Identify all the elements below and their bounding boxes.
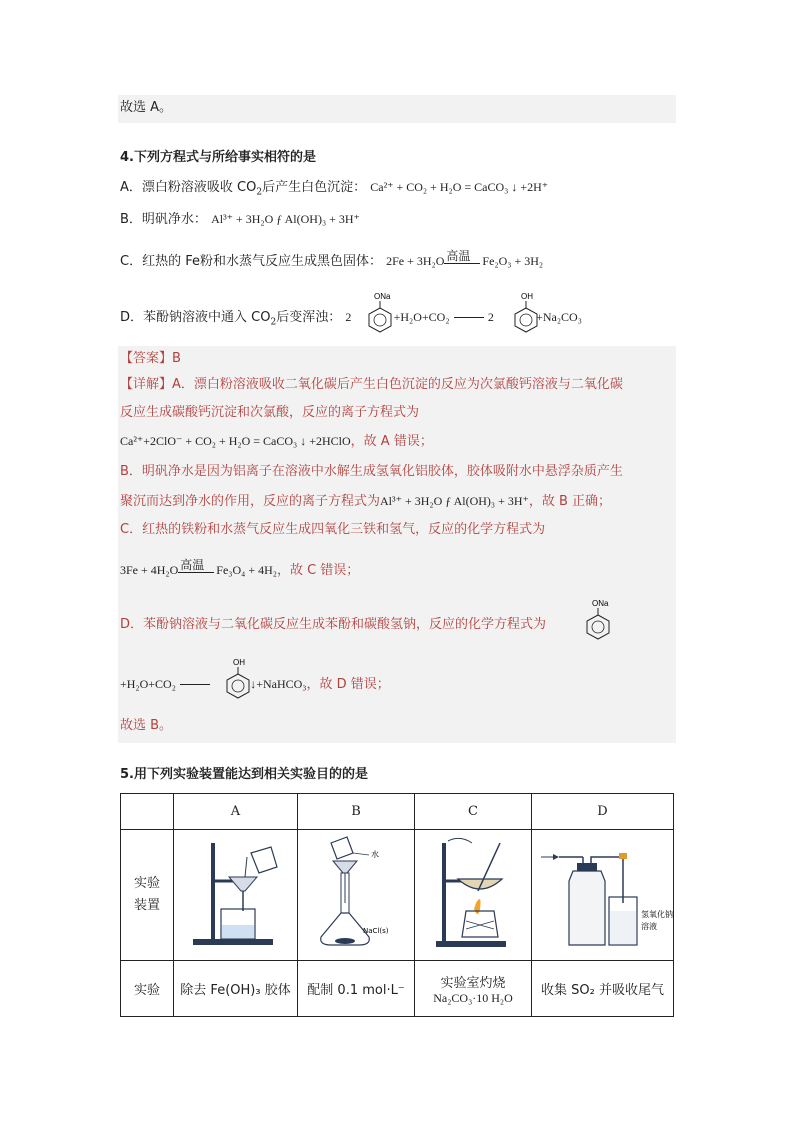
- svg-text:溶液: 溶液: [640, 922, 657, 931]
- volumetric-flask-icon: [301, 833, 411, 953]
- answer-detail-a2: 反应生成碳酸钙沉淀和次氯酸，反应的离子方程式为: [120, 405, 420, 420]
- answer-detail-d1: D．苯酚钠溶液与二氧化碳反应生成苯酚和碳酸氢钠，反应的化学方程式为: [120, 617, 547, 632]
- header-a: A: [174, 794, 298, 830]
- sodium-phenoxide-structure: [578, 597, 618, 643]
- header-c: C: [415, 794, 532, 830]
- q4-option-d: D．苯酚钠溶液中通入 $CO_2$后变浑浊： 2 +H₂O+CO₂ 2 +Na₂CO₃: [120, 310, 582, 328]
- svg-text:水: 水: [371, 850, 379, 859]
- phenol-structure: [218, 656, 258, 702]
- svg-text:氢氧化钠: 氢氧化钠: [640, 910, 673, 919]
- table-corner: [121, 794, 174, 830]
- high-temp-condition: 高温: [444, 253, 482, 271]
- apparatus-d: [532, 830, 674, 961]
- apparatus-b: [298, 830, 415, 961]
- experiment-table: [120, 793, 674, 1017]
- q4-option-c: C．红热的 Fe粉和水蒸气反应生成黑色固体： 2Fe + 3H₂O 高温 Fe₂O₃ + 3H₂: [120, 248, 544, 269]
- apparatus-a: [174, 830, 298, 961]
- reaction-arrow: [180, 684, 210, 685]
- prev-conclusion: 故选 A。: [120, 100, 173, 115]
- high-temp-condition: 高温: [178, 562, 216, 580]
- phenol-structure: [506, 290, 546, 336]
- header-b: B: [298, 794, 415, 830]
- q4-option-a: A．漂白粉溶液吸收 $CO_2$后产生白色沉淀： Ca²⁺ + CO₂ + H₂O = CaCO₃ ↓ +2H⁺: [120, 180, 549, 198]
- answer-detail-d2: +H₂O+CO₂ ↓+NaHCO₃，故 D 错误；: [120, 677, 390, 692]
- answer-detail-c2: 3Fe + 4H₂O 高温 Fe₃O₄ + 4H₂，故 C 错误；: [120, 557, 360, 578]
- answer-detail-c1: C．红热的铁粉和水蒸气反应生成四氧化三铁和氢气，反应的化学方程式为: [120, 522, 546, 537]
- header-d: D: [532, 794, 674, 830]
- sodium-phenoxide-structure: [360, 290, 400, 336]
- q5-title: 5.用下列实验装置能达到相关实验目的的是: [120, 767, 368, 782]
- prev-answer-block: [118, 95, 676, 123]
- apparatus-c: [415, 830, 532, 961]
- evaporating-dish-burner-icon: [418, 833, 528, 953]
- answer-conclusion: 故选 B。: [120, 718, 173, 733]
- goal-a: 除去 Fe(OH)₃ 胶体: [174, 961, 298, 1017]
- svg-text:ONa: ONa: [374, 292, 391, 301]
- svg-text:NaCl(s): NaCl(s): [363, 927, 389, 935]
- svg-text:ONa: ONa: [592, 599, 609, 608]
- gas-bottles-icon: [533, 833, 673, 953]
- goal-b: 配制 0.1 mol·L⁻: [298, 961, 415, 1017]
- svg-text:OH: OH: [521, 292, 533, 301]
- goal-d: 收集 SO₂ 并吸收尾气: [532, 961, 674, 1017]
- row-label-goal: 实验: [121, 961, 174, 1017]
- filtration-apparatus-icon: [181, 833, 291, 953]
- q4-option-b: B．明矾净水： Al³⁺ + 3H₂O ƒ Al(OH)₃ + 3H⁺: [120, 212, 360, 227]
- answer-detail-a1: 【详解】A．漂白粉溶液吸收二氧化碳后产生白色沉淀的反应为次氯酸钙溶液与二氧化碳: [120, 377, 623, 392]
- answer-detail-b1: B．明矾净水是因为铝离子在溶液中水解生成氢氧化铝胶体，胶体吸附水中悬浮杂质产生: [120, 464, 623, 479]
- answer-detail-a3: Ca²⁺+2ClO⁻ + CO₂ + H₂O = CaCO₃ ↓ +2HClO，故 A 错误；: [120, 434, 433, 449]
- answer-detail-b2: 聚沉而达到净水的作用，反应的离子方程式为Al³⁺ + 3H₂O ƒ Al(OH)₃ + 3H⁺，故 B 正确；: [120, 494, 612, 509]
- q4-title: 4.下列方程式与所给事实相符的是: [120, 150, 316, 165]
- row-label-apparatus: 实验装置: [121, 830, 174, 961]
- goal-c: 实验室灼烧 Na₂CO₃·10 H₂O: [415, 961, 532, 1017]
- answer-label: 【答案】B: [120, 351, 181, 366]
- svg-text:OH: OH: [233, 658, 245, 667]
- reaction-arrow: [454, 317, 484, 318]
